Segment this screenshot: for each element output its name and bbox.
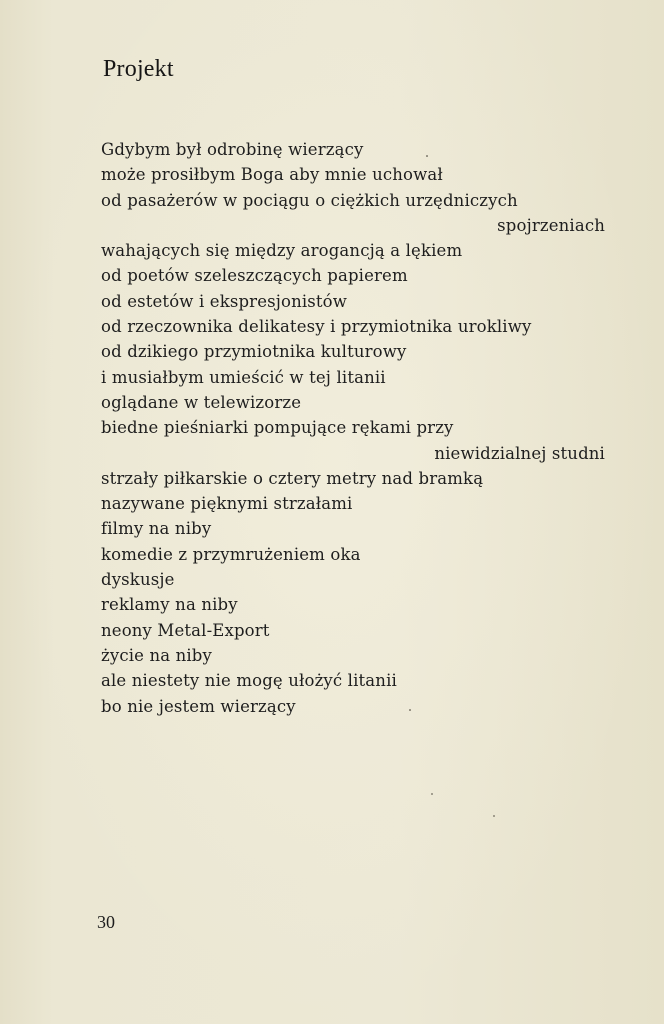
- poem-line: oglądane w telewizorze: [101, 392, 302, 412]
- poem-line: filmy na niby: [101, 519, 212, 539]
- poem-line-continuation: niewidzialnej studni: [434, 443, 605, 463]
- poem-line: nazywane pięknymi strzałami: [101, 494, 353, 514]
- poem-body: [101, 137, 611, 719]
- poem-line: Gdybym był odrobinę wierzący: [101, 140, 364, 159]
- poem-line: bo nie jestem wierzący: [101, 696, 296, 716]
- poem-line-continuation: spojrzeniach: [497, 215, 605, 235]
- poem-title: Projekt: [103, 56, 174, 82]
- poem-line: ale niestety nie mogę ułożyć litanii: [101, 671, 397, 691]
- poem-line: wahających się między arogancją a lękiem: [101, 241, 463, 261]
- paper-speck: [426, 155, 428, 157]
- paper-speck: [493, 815, 495, 817]
- poem-line: biedne pieśniarki pompujące rękami przy: [101, 418, 454, 438]
- poem-line: życie na niby: [101, 645, 212, 665]
- poem-line: neony Metal-Export: [101, 620, 270, 640]
- page-number: 30: [97, 912, 115, 932]
- poem-line: od pasażerów w pociągu o ciężkich urzędniczych: [101, 190, 518, 210]
- poem-line: od estetów i ekspresjonistów: [101, 291, 348, 311]
- paper-speck: [409, 709, 411, 711]
- poem-line: komedie z przymrużeniem oka: [101, 544, 361, 564]
- poem-line: i musiałbym umieścić w tej litanii: [101, 367, 386, 387]
- poem-line: strzały piłkarskie o cztery metry nad bramką: [101, 468, 484, 488]
- poem-line: reklamy na niby: [101, 595, 238, 615]
- poem-line: może prosiłbym Boga aby mnie uchował: [101, 165, 443, 185]
- poem-line: od dzikiego przymiotnika kulturowy: [101, 342, 407, 362]
- poem-line: od poetów szeleszczących papierem: [101, 266, 408, 286]
- poem-line: od rzeczownika delikatesy i przymiotnika urokliwy: [101, 317, 532, 337]
- poem-line: dyskusje: [101, 570, 175, 590]
- paper-speck: [431, 793, 433, 795]
